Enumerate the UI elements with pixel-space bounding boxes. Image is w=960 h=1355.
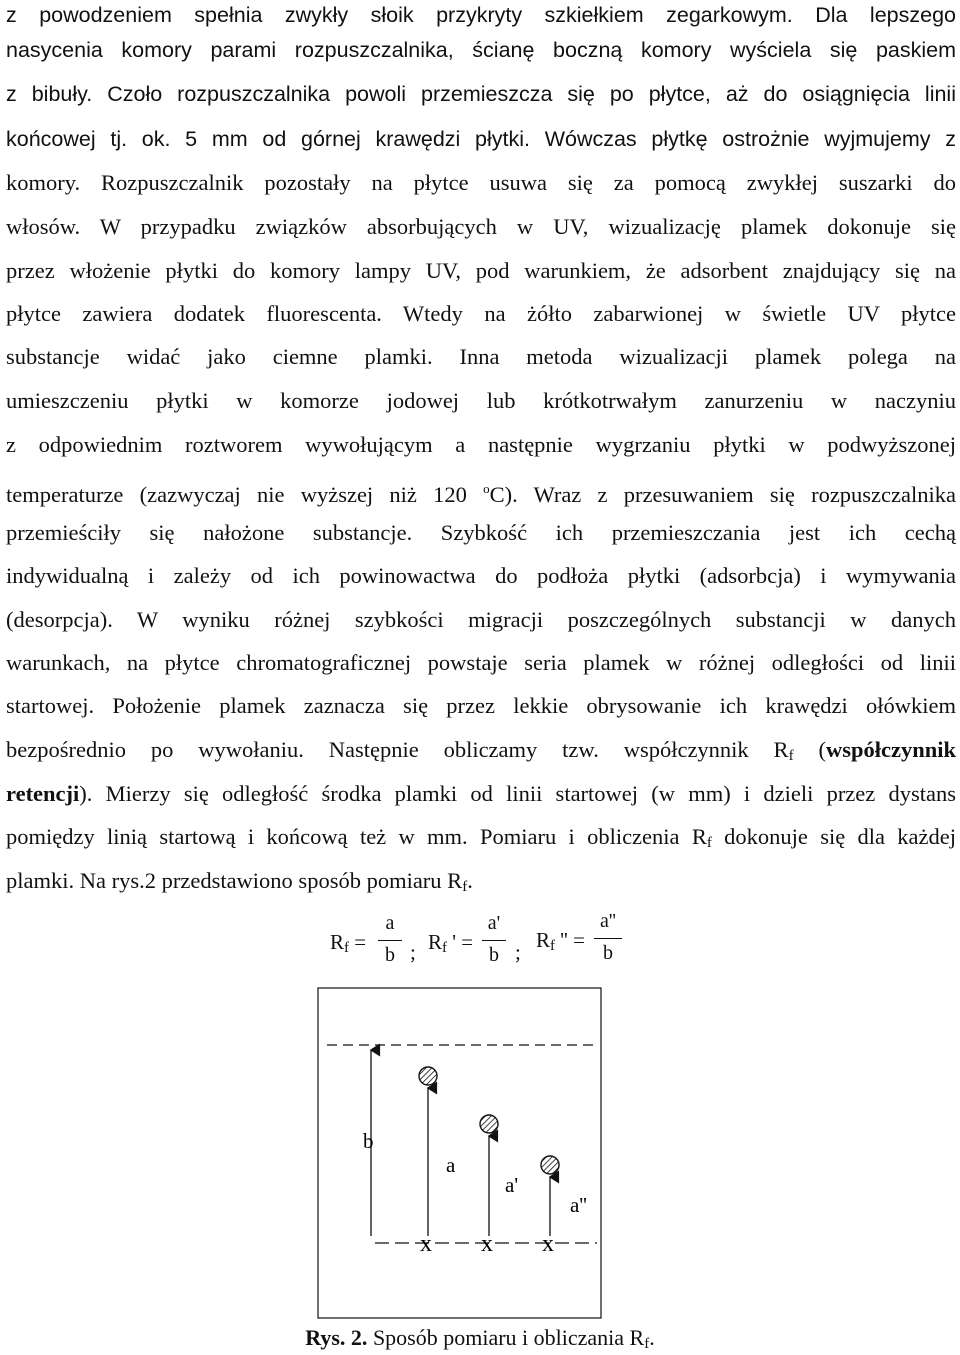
label-a-double-prime: a'' [570,1193,587,1217]
text-line-15: (desorpcja). W wyniku różnej szybkości migracji poszczególnych substancji w danych [6,607,956,632]
text-line-18-part-b: ( [793,737,826,762]
formula-1-numerator: a [385,912,395,934]
text-line-12-part-b: C). Wraz z przesuwaniem się rozpuszczalnika [489,482,956,507]
figure-caption [0,1325,960,1353]
caption-sub: f [644,1336,650,1352]
formula-3-sub: f [550,938,556,954]
text-line-14: indywidualną i zależy od ich powinowactwa do podłoża płytki (adsorbcja) i wymywania [6,563,956,588]
text-line-9: substancje widać jako ciemne plamki. Inna metoda wizualizacji plamek polega na [6,344,956,369]
formula-separator-2: ; [515,940,521,964]
formula-1-denominator: b [385,944,395,966]
formula-1-eq: = [349,930,367,954]
formula-2-numerator: a' [487,912,501,934]
formula-3-denominator: b [603,942,613,964]
term-bold-2: retencji [6,781,80,806]
text-line-6: włosów. W przypadku związków absorbujących w UV, wizualizację plamek dokonuje się [6,214,956,239]
text-line-12-part-a: temperaturze (zazwyczaj nie wyższej niż 120 [6,482,484,507]
formula-2-lhs: R [428,930,443,954]
start-mark-2: x [481,1231,493,1257]
formula-1-lhs: R [330,930,345,954]
formula-3-numerator: a'' [599,910,617,932]
text-line-21-part-b: . [467,868,473,893]
formula-2-eq: ' = [447,930,474,954]
text-line-20-part-b: dokonuje się dla każdej [711,824,956,849]
text-line-4: końcowej tj. ok. 5 mm od górnej krawędzi płytki. Wówczas płytkę ostrożnie wyjmujemy z [6,127,956,151]
spot-1 [419,1067,437,1085]
text-line-18-part-a: bezpośrednio po wywołaniu. Następnie obliczamy tzw. współczynnik R [6,737,789,762]
rf-sub: f [462,879,468,895]
text-line-3: z bibuły. Czoło rozpuszczalnika powoli przemieszcza się po płytce, aż do osiągnięcia linii [6,82,956,106]
label-a-prime: a' [505,1173,519,1197]
rf-sub: f [706,835,712,851]
spot-3 [541,1156,559,1174]
formula-separator-1: ; [410,940,416,964]
formula-3-lhs: R [536,928,551,952]
formula-2-denominator: b [489,944,499,966]
label-a: a [446,1153,456,1177]
caption-text: Sposób pomiaru i obliczania R [367,1325,645,1350]
spot-2 [480,1115,498,1133]
text-line-2: nasycenia komory parami rozpuszczalnika, ścianę boczną komory wyściela się paskiem [6,38,956,62]
text-line-20-part-a: pomiędzy linią startową i końcową też w mm. Pomiaru i obliczenia R [6,824,707,849]
label-b: b [363,1129,374,1153]
start-mark-3: x [542,1231,554,1257]
formula-1-sub: f [344,940,350,956]
text-line-16: warunkach, na płytce chromatograficznej powstaje seria plamek w różnej odległości od linii [6,650,956,675]
text-line-11: z odpowiednim roztworem wywołującym a następnie wygrzaniu płytki w podwyższonej [6,432,956,457]
text-line-7: przez włożenie płytki do komory lampy UV, pod warunkiem, że adsorbent znajdujący się na [6,258,956,283]
text-line-5: komory. Rozpuszczalnik pozostały na płytce usuwa się za pomocą zwykłej suszarki do [6,170,956,195]
caption-end: . [649,1325,655,1350]
tlc-plate-outline [318,988,601,1318]
rf-sub: f [788,748,794,764]
caption-label: Rys. 2. [305,1325,368,1350]
text-line-1: z powodzeniem spełnia zwykły słoik przykryty szkiełkiem zegarkowym. Dla lepszego [6,3,956,27]
text-line-17: startowej. Położenie plamek zaznacza się przez lekkie obrysowanie ich krawędzi ołówkiem [6,693,956,718]
text-line-10: umieszczeniu płytki w komorze jodowej lub krótkotrwałym zanurzeniu w naczyniu [6,388,956,413]
start-mark-1: x [420,1231,432,1257]
text-line-13: przemieściły się nałożone substancje. Szybkość ich przemieszczania jest ich cechą [6,520,956,545]
formula-2-sub: f [442,940,448,956]
text-line-21-part-a: plamki. Na rys.2 przedstawiono sposób pomiaru R [6,868,463,893]
term-bold-1: współczynnik [825,737,957,762]
formula-3-eq: '' = [555,928,585,952]
degree-sup: o [483,481,490,496]
text-line-8: płytce zawiera dodatek fluorescenta. Wtedy na żółto zabarwionej w świetle UV płytce [6,301,956,326]
text-line-19-rest: ). Mierzy się odległość środka plamki od linii startowej (w mm) i dzieli przez dystans [79,781,956,806]
